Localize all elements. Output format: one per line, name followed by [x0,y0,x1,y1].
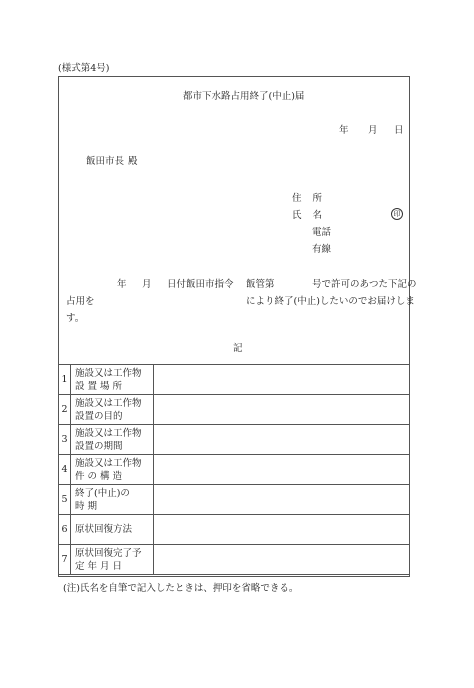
table-row [59,425,410,455]
row-item [71,515,154,545]
ki-heading: 記 [233,343,243,354]
row-item [71,425,154,455]
name-label: 氏 名 [292,210,327,221]
row-number: 7 [59,545,71,575]
wire-label: 有線 [312,244,332,255]
table-row [59,395,410,425]
body-year-label: 年 [117,279,127,290]
row-item-line1: 施設又は工作物 [75,367,142,379]
row-item [71,545,154,575]
row-item [71,395,154,425]
date-month-label: 月 [368,125,378,136]
row-item [71,455,154,485]
row-item-line1: 施設又は工作物 [75,397,142,409]
row-number: 2 [59,395,71,425]
row-number: 5 [59,485,71,515]
row-value[interactable] [154,455,410,485]
row-number: 4 [59,455,71,485]
row-item-line2: 設 置 場 所 [75,380,123,392]
table-row [59,485,410,515]
row-number: 3 [59,425,71,455]
row-value[interactable] [154,515,410,545]
row-item-line1: 原状回復方法 [75,524,133,535]
row-item-line2: 時 期 [75,500,98,512]
table-row [59,455,410,485]
table-row [59,515,410,545]
row-item [71,485,154,515]
row-number: 6 [59,515,71,545]
details-table [58,364,410,575]
form-title: 都市下水路占用終了(中止)届 [183,91,305,102]
addressee-name: 飯田市長 [86,156,125,167]
row-value[interactable] [154,425,410,455]
row-item-line2: 件 の 構 造 [75,470,123,482]
row-item-line1: 終了(中止)の [75,487,130,499]
table-row [59,365,410,395]
footnote: (注)氏名を自筆で記入したときは、押印を省略できる。 [63,583,299,594]
phone-label: 電話 [312,227,332,238]
body-day-text: 日付飯田市指令 [167,279,234,290]
date-year-label: 年 [339,125,349,136]
row-value[interactable] [154,485,410,515]
row-number: 1 [59,365,71,395]
row-item-line2: 定 年 月 日 [75,560,123,572]
row-value[interactable] [154,545,410,575]
body-line3: す。 [66,313,85,324]
body-office-text: 飯管第 [246,279,275,290]
body-month-label: 月 [142,279,152,290]
table-row [59,545,410,575]
row-item-line2: 設置の期間 [75,440,123,452]
body-line2-left: 占用を [66,296,95,307]
form-number: (様式第4号) [58,63,110,74]
row-value[interactable] [154,365,410,395]
addressee-honorific: 殿 [128,156,138,167]
row-item [71,365,154,395]
row-item-line1: 施設又は工作物 [75,427,142,439]
row-value[interactable] [154,395,410,425]
address-label: 住 所 [292,193,327,204]
row-item-line1: 原状回復完了予 [75,547,142,559]
date-day-label: 日 [394,125,404,136]
row-item-line2: 設置の目的 [75,410,123,422]
body-line1-rest: 号で許可のあつた下記の [312,279,417,290]
row-item-line1: 施設又は工作物 [75,457,142,469]
body-line2-right: により終了(中止)したいのでお届けしま [246,296,415,307]
seal-mark: 印 [391,208,403,220]
